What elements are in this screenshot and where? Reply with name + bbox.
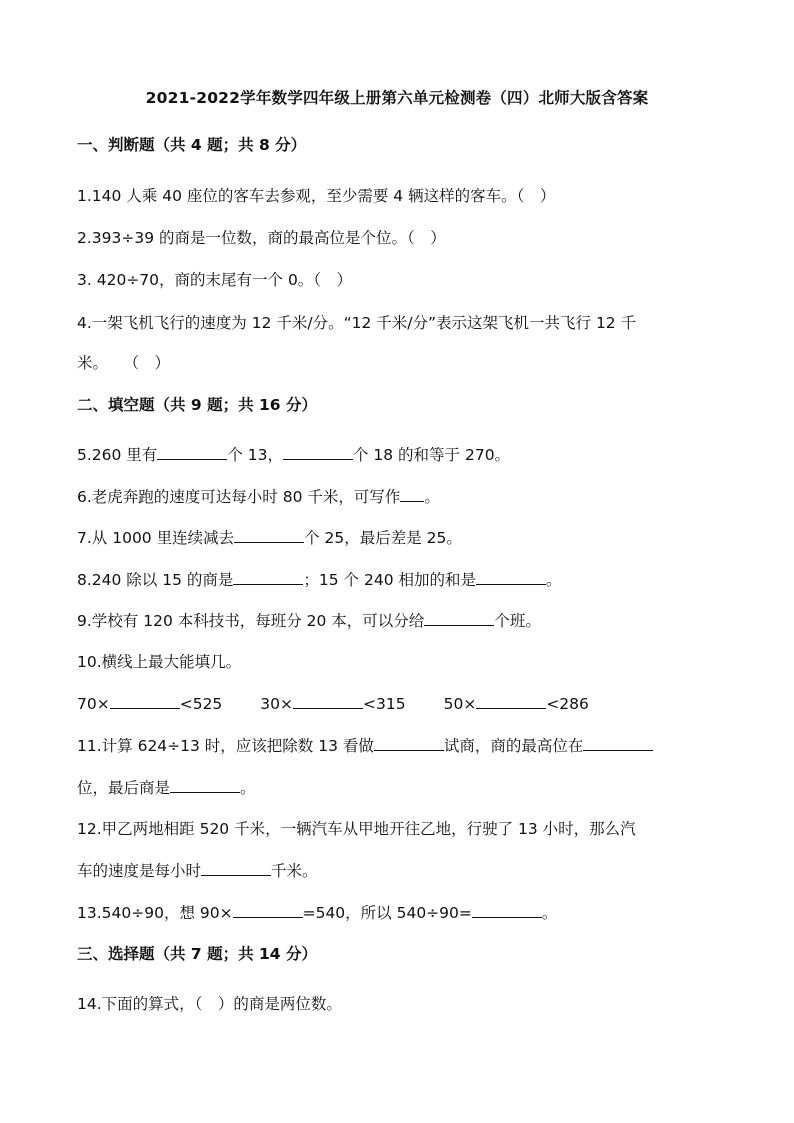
- question-11-text-b: 试商，商的最高位在: [443, 737, 584, 755]
- question-7-text-b: 个 25，最后差是 25。: [304, 529, 462, 547]
- question-10: 10.横线上最大能填几。: [77, 653, 242, 671]
- answer-blank[interactable]: [170, 775, 240, 793]
- answer-blank[interactable]: [233, 567, 303, 585]
- answer-blank[interactable]: [157, 442, 227, 460]
- answer-blank[interactable]: [476, 567, 546, 585]
- question-11-text-d: 。: [240, 779, 256, 797]
- question-12-line-2: [77, 858, 717, 883]
- answer-blank[interactable]: [476, 691, 546, 709]
- question-2: 2.393÷39 的商是一位数，商的最高位是个位。（ ）: [77, 229, 446, 247]
- question-11-text-a: 11.计算 624÷13 时，应该把除数 13 看做: [77, 737, 374, 755]
- question-8-text-b: ；15 个 240 相加的和是: [303, 571, 476, 589]
- question-5-text-c: 个 18 的和等于 270。: [352, 446, 511, 464]
- question-13: [77, 900, 717, 925]
- question-8: [77, 567, 717, 592]
- expr-3-text-a: 50×: [443, 695, 477, 713]
- question-3: 3. 420÷70，商的末尾有一个 0。（ ）: [77, 271, 353, 289]
- expr-2-text-b: <315: [363, 695, 406, 713]
- answer-blank[interactable]: [424, 608, 494, 626]
- expr-2-text-a: 30×: [260, 695, 294, 713]
- question-7-text-a: 7.从 1000 里连续减去: [77, 529, 235, 547]
- answer-blank[interactable]: [400, 484, 424, 502]
- question-11-text-c: 位，最后商是: [77, 779, 171, 797]
- expr-3-text-b: <286: [546, 695, 589, 713]
- answer-blank[interactable]: [472, 900, 542, 918]
- question-14: 14.下面的算式，（ ）的商是两位数。: [77, 995, 342, 1013]
- question-1: 1.140 人乘 40 座位的客车去参观，至少需要 4 辆这样的客车。（ ）: [77, 187, 556, 205]
- question-9: [77, 608, 717, 633]
- question-9-text-b: 个班。: [494, 612, 541, 630]
- question-12-text-a: 车的速度是每小时: [77, 862, 202, 880]
- question-11-line-2: [77, 775, 717, 800]
- question-4-line-2: 米。 （ ）: [77, 354, 171, 372]
- answer-blank[interactable]: [293, 691, 363, 709]
- question-6: [77, 484, 717, 509]
- question-6-text-a: 6.老虎奔跑的速度可达每小时 80 千米，可写作: [77, 488, 401, 506]
- question-5-text-b: 个 13，: [227, 446, 283, 464]
- question-4-line-1: 4.一架飞机飞行的速度为 12 千米/分。“12 千米/分”表示这架飞机一共飞行 12 千: [77, 314, 637, 332]
- question-6-text-b: 。: [424, 488, 440, 506]
- answer-blank[interactable]: [233, 900, 303, 918]
- section-heading-multiple-choice: 三、选择题（共 7 题；共 14 分）: [77, 945, 317, 963]
- section-heading-fill-blank: 二、填空题（共 9 题；共 16 分）: [77, 396, 317, 414]
- question-13-text-c: 。: [541, 904, 558, 922]
- question-8-text-a: 8.240 除以 15 的商是: [77, 571, 234, 589]
- answer-blank[interactable]: [374, 733, 444, 751]
- question-13-text-a: 13.540÷90，想 90×: [77, 904, 233, 922]
- question-10-expressions: [77, 691, 717, 716]
- expr-1-text-b: <525: [179, 695, 223, 713]
- section-heading-judgment: 一、判断题（共 4 题；共 8 分）: [77, 136, 307, 154]
- question-8-text-c: 。: [545, 571, 562, 589]
- answer-blank[interactable]: [583, 733, 653, 751]
- answer-blank[interactable]: [234, 525, 304, 543]
- expr-1-text-a: 70×: [77, 695, 110, 713]
- answer-blank[interactable]: [110, 691, 180, 709]
- answer-blank[interactable]: [201, 858, 271, 876]
- question-12-line-1: 12.甲乙两地相距 520 千米，一辆汽车从甲地开往乙地，行驶了 13 小时，那么汽: [77, 820, 636, 838]
- question-9-text-a: 9.学校有 120 本科技书，每班分 20 本，可以分给: [77, 612, 425, 630]
- answer-blank[interactable]: [283, 442, 353, 460]
- question-7: [77, 525, 717, 550]
- question-5: [77, 442, 717, 467]
- document-title: 2021-2022学年数学四年级上册第六单元检测卷（四）北师大版含答案: [145, 89, 649, 107]
- question-13-text-b: =540，所以 540÷90=: [302, 904, 472, 922]
- question-12-text-b: 千米。: [271, 862, 318, 880]
- question-5-text-a: 5.260 里有: [77, 446, 158, 464]
- question-11-line-1: [77, 733, 717, 758]
